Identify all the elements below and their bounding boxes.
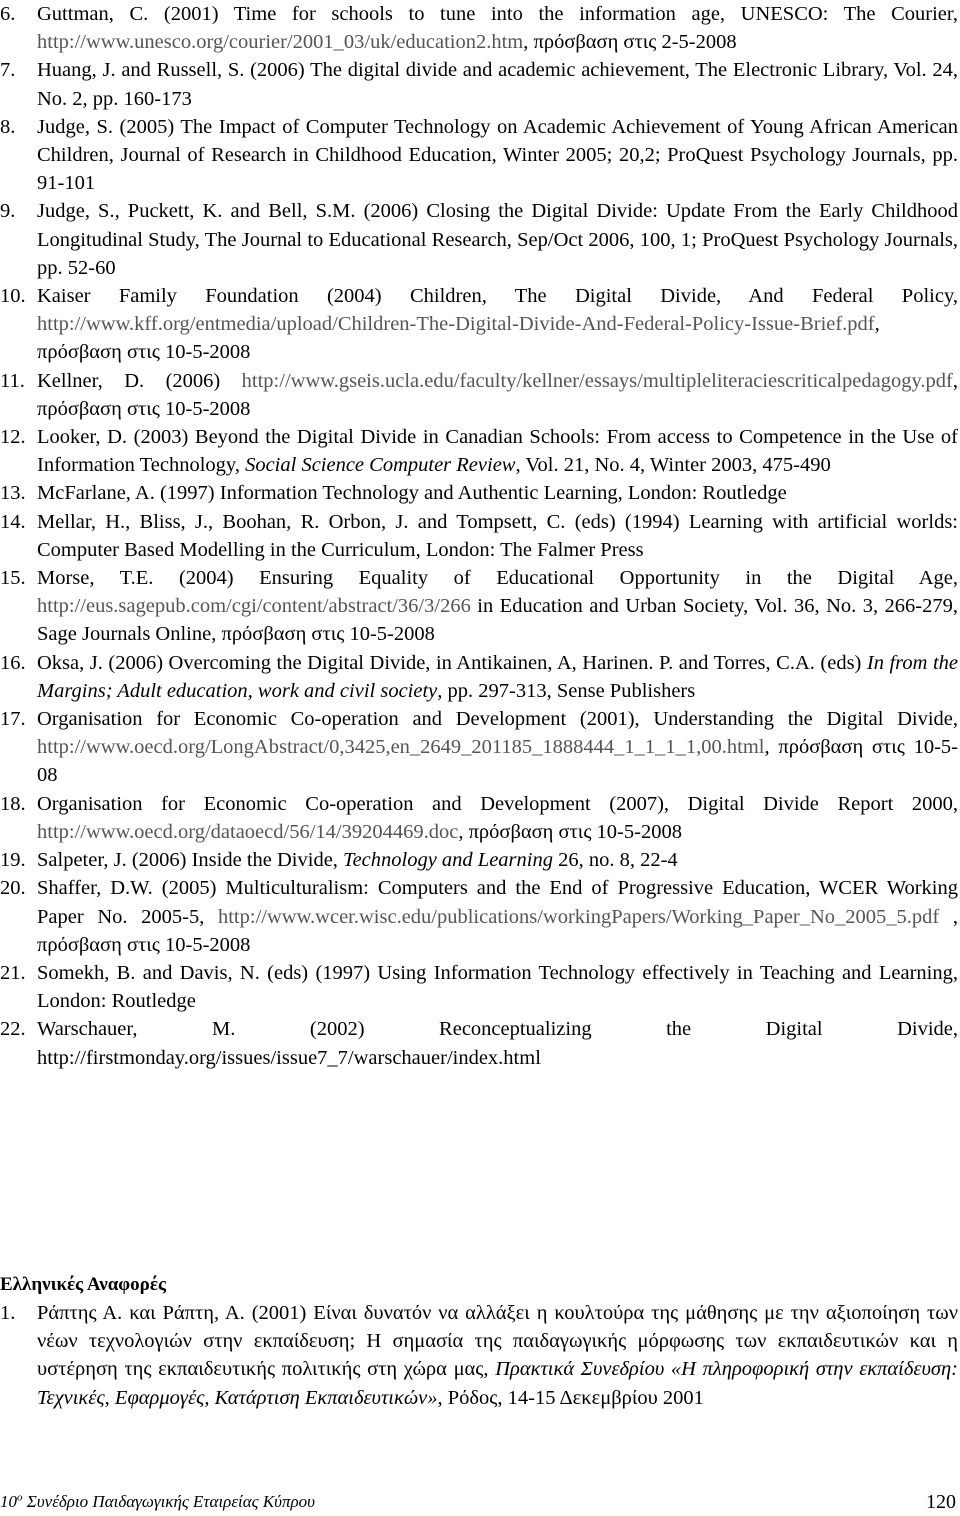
reference-item [0,790,960,846]
reference-item [0,846,960,874]
reference-number: 9. [0,200,16,223]
reference-url[interactable]: http://www.wcer.wisc.edu/publications/workingPapers/Working_Paper_No_2005_5.pdf [217,905,940,928]
reference-text-tail: , πρόσβαση στις 10-5-2008 [37,369,958,420]
reference-text: Looker, D. (2003) Beyond the Digital Divide in Canadian Schools: From access to Competence in the Use of Information Technology, [37,426,958,477]
reference-number: 12. [0,426,26,449]
reference-url[interactable]: http://www.oecd.org/LongAbstract/0,3425,en_2649_201185_1888444_1_1_1_1,00.html [37,736,765,759]
reference-number: 19. [0,849,26,872]
reference-number: 13. [0,482,26,505]
reference-text: Shaffer, D.W. (2005) Multiculturalism: Computers and the End of Progressive Education, WCER Working Paper No. 2005-5, [37,877,958,928]
reference-number: 21. [0,961,26,984]
reference-text: Warschauer, M. (2002) Reconceptualizing the Digital Divide, http://firstmonday.org/issues/issue7_7/warschauer/index.html [37,1018,958,1069]
reference-source-title: Social Science Computer Review [245,454,516,477]
reference-text: Judge, S. (2005) The Impact of Computer Technology on Academic Achievement of Young African American Children, Journal of Research in Childhood Education, Winter 2005; 20,2; ProQuest Psychology Journals, pp. 91-101 [37,115,958,195]
reference-text-tail: , πρόσβαση στις 10-5-08 [37,736,958,787]
reference-item [0,1299,960,1412]
reference-text: Morse, T.E. (2004) Ensuring Equality of Educational Opportunity in the Digital Age, [37,567,958,590]
reference-url[interactable]: http://eus.sagepub.com/cgi/content/abstract/36/3/266 [37,595,471,618]
reference-item [0,56,960,112]
reference-text: Guttman, C. (2001) Time for schools to tune into the information age, UNESCO: The Courier, [37,3,958,25]
greek-reference-list [0,1299,960,1412]
reference-number: 7. [0,59,16,82]
reference-item [0,959,960,1015]
reference-number: 8. [0,115,16,138]
reference-source-title: Πρακτικά Συνεδρίου «Η πληροφορική στην εκπαίδευση: Τεχνικές, Εφαρμογές, Κατάρτιση Εκπαιδευτικών» [37,1358,958,1409]
reference-text-tail: , πρόσβαση στις 10-5-2008 [37,905,958,956]
greek-references-heading: Ελληνικές Αναφορές [0,1274,166,1295]
reference-text-tail: , Vol. 21, No. 4, Winter 2003, 475-490 [515,454,831,477]
reference-number: 10. [0,285,26,308]
reference-number: 14. [0,510,26,533]
reference-text: Somekh, B. and Davis, N. (eds) (1997) Using Information Technology effectively in Teaching and Learning, London: Routledge [37,961,958,1013]
reference-text: Mellar, H., Bliss, J., Boohan, R. Orbon, J. and Tompsett, C. (eds) (1994) Learning with artificial worlds: Computer Based Modelling in the Curriculum, London: The Falmer Press [37,510,958,561]
reference-text-tail: , pp. 297-313, Sense Publishers [437,679,696,702]
reference-text: Oksa, J. (2006) Overcoming the Digital Divide, in Antikainen, A, Harinen. P. and Torres, C.A. (eds) [37,651,867,674]
reference-url[interactable]: http://www.kff.org/entmedia/upload/Children-The-Digital-Divide-And-Federal-Policy-Issue-Brief.pdf [37,313,875,336]
reference-item [0,0,960,56]
reference-item [0,874,960,959]
reference-item [0,113,960,198]
reference-item [0,508,960,564]
reference-text: Organisation for Economic Co-operation and Development (2001), Understanding the Digital Divide, [37,708,958,731]
reference-text-tail: in Education and Urban Society, Vol. 36, No. 3, 266-279, Sage Journals Online, πρόσβαση στις 10-5-2008 [37,595,958,646]
reference-text: Kellner, D. (2006) [37,369,242,392]
reference-item [0,564,960,649]
reference-url[interactable]: http://www.unesco.org/courier/2001_03/uk/education2.htm [37,31,524,54]
reference-text: Ράπτης Α. και Ράπτη, Α. (2001) Είναι δυνατόν να αλλάξει η κουλτούρα της μάθησης με την αξιοποίηση των νέων τεχνολογιών στην εκπαίδευση; Η σημασία της παιδαγωγικής μόρφωσης των εκπαιδευτικών και η υστέρηση της εκπαιδευτικής πολιτικής στη χώρα μας, [37,1302,958,1381]
reference-number: 20. [0,877,26,900]
reference-number: 22. [0,1018,26,1041]
reference-text-tail: 26, no. 8, 22-4 [552,849,678,872]
reference-url[interactable]: http://www.gseis.ucla.edu/faculty/kellner/essays/multipleliteraciescriticalpedagogy.pdf [241,369,953,392]
reference-text-tail: , Ρόδος, 14-15 Δεκεμβρίου 2001 [437,1386,704,1409]
reference-text: Huang, J. and Russell, S. (2006) The digital divide and academic achievement, The Electronic Library, Vol. 24, No. 2, pp. 160-173 [37,59,958,110]
reference-text: Kaiser Family Foundation (2004) Children, The Digital Divide, And Federal Policy, [37,285,958,308]
reference-item [0,705,960,790]
reference-text: Salpeter, J. (2006) Inside the Divide, [37,849,344,872]
reference-number: 18. [0,792,26,815]
reference-item [0,197,960,282]
reference-source-title: Technology and Learning [343,849,553,872]
reference-item [0,1015,960,1071]
reference-text: Judge, S., Puckett, K. and Bell, S.M. (2006) Closing the Digital Divide: Update From the Early Childhood Longitudinal Study, The Journal to Educational Research, Sep/Oct 2006, 100, 1; ProQuest Psychology Journals, pp. 52-60 [37,200,958,279]
reference-item [0,423,960,479]
footer-conference-title: $10^o$ Συνέδριο Παιδαγωγικής Εταιρείας Κύπρου [0,1491,315,1511]
reference-text: Organisation for Economic Co-operation and Development (2007), Digital Divide Report 2000, [37,792,958,815]
reference-number: 6. [0,3,16,25]
reference-url[interactable]: http://www.oecd.org/dataoecd/56/14/39204469.doc [37,820,459,843]
reference-text-tail: , πρόσβαση στις 10-5-2008 [458,820,682,843]
reference-number: 17. [0,708,26,731]
reference-number: 1. [0,1302,16,1324]
reference-text: McFarlane, A. (1997) Information Technology and Authentic Learning, London: Routledge [37,482,787,505]
reference-item [0,367,960,423]
page-number: 120 [926,1491,956,1513]
reference-item [0,649,960,705]
reference-text-tail: , πρόσβαση στις 2-5-2008 [523,31,737,54]
reference-number: 16. [0,651,26,674]
reference-number: 11. [0,369,25,392]
reference-item [0,479,960,507]
reference-text-tail: , πρόσβαση στις 10-5-2008 [37,313,880,364]
reference-number: 15. [0,567,26,590]
reference-item [0,282,960,367]
reference-source-title: In from the Margins; Adult education, work and civil society [37,651,958,702]
